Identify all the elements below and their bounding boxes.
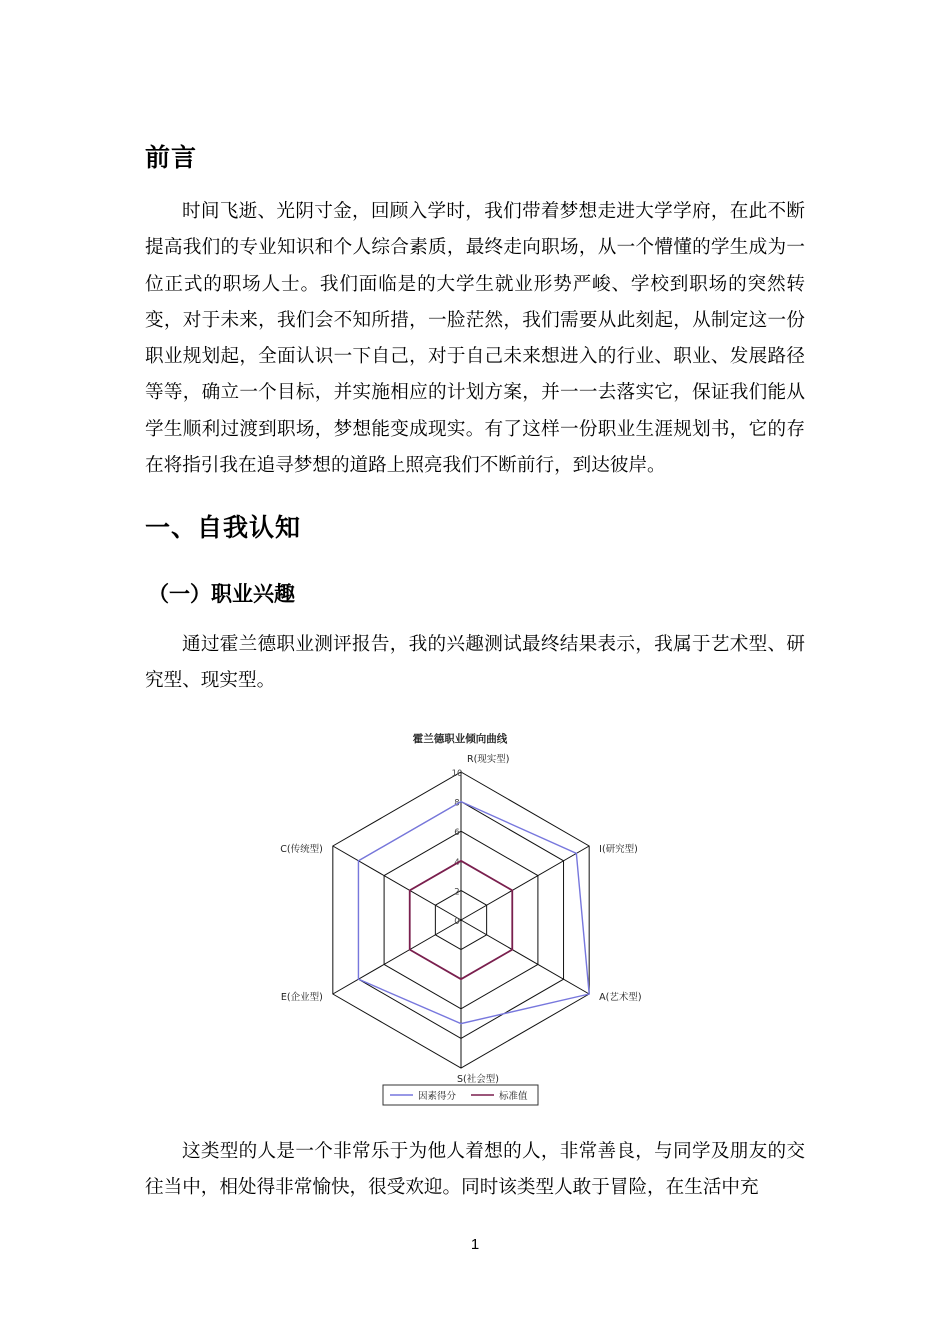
grid-spoke-5 [333, 846, 461, 920]
axis-label-1: I(研究型) [599, 844, 638, 855]
preface-title: 前言 [145, 143, 198, 172]
scale-tick-4: 4 [454, 857, 460, 868]
grid-spoke-4 [333, 920, 461, 994]
chart-title: 霍兰德职业倾向曲线 [412, 733, 508, 745]
subsection-title-career-interest: （一）职业兴趣 [148, 582, 295, 606]
axis-label-2: A(艺术型) [599, 992, 642, 1003]
scale-tick-0: 0 [454, 917, 460, 927]
axis-label-4: E(企业型) [280, 992, 323, 1003]
scale-tick-2: 2 [454, 887, 460, 898]
type-description-paragraph: 这类型的人是一个非常乐于为他人着想的人，非常善良，与同学及朋友的交往当中，相处得非常愉快，很受欢迎。同时该类型人敢于冒险，在生活中充 [145, 1141, 805, 1199]
holland-radar-chart [270, 725, 660, 1110]
legend-label-standard: 标准值 [499, 1091, 528, 1102]
page-number: 1 [470, 1236, 480, 1253]
chart-legend [383, 1085, 538, 1105]
grid-spoke-1 [461, 846, 589, 920]
axis-label-3: S(社会型) [457, 1074, 499, 1085]
interest-paragraph: 通过霍兰德职业测评报告，我的兴趣测试最终结果表示，我属于艺术型、研究型、现实型。 [145, 634, 805, 692]
scale-tick-6: 6 [454, 828, 460, 839]
section-title-self-awareness: 一、自我认知 [145, 513, 302, 542]
preface-paragraph: 时间飞逝、光阴寸金，回顾入学时，我们带着梦想走进大学学府，在此不断提高我们的专业知识和个人综合素质，最终走向职场，从一个懵懂的学生成为一位正式的职场人士。我们面临是的大学生就业形势严峻、学校到职场的突然转变，对于未来，我们会不知所措，一脸茫然，我们需要从此刻起，从制定这一份职业规划起，全面认识一下自己，对于自己未来想进入的行业、职业、发展路径等等，确立一个目标，并实施相应的计划方案，并一一去落实它，保证我们能从学生顺利过渡到职场，梦想能变成现实。有了这样一份职业生涯规划书，它的存在将指引我在追寻梦想的道路上照亮我们不断前行，到达彼岸。 [145, 201, 805, 477]
scale-tick-10: 10 [451, 769, 463, 779]
scale-tick-8: 8 [454, 798, 460, 809]
axis-label-0: R(现实型) [467, 754, 510, 765]
grid-spoke-2 [461, 920, 589, 994]
axis-label-5: C(传统型) [280, 844, 323, 855]
legend-label-score: 因素得分 [418, 1091, 457, 1102]
